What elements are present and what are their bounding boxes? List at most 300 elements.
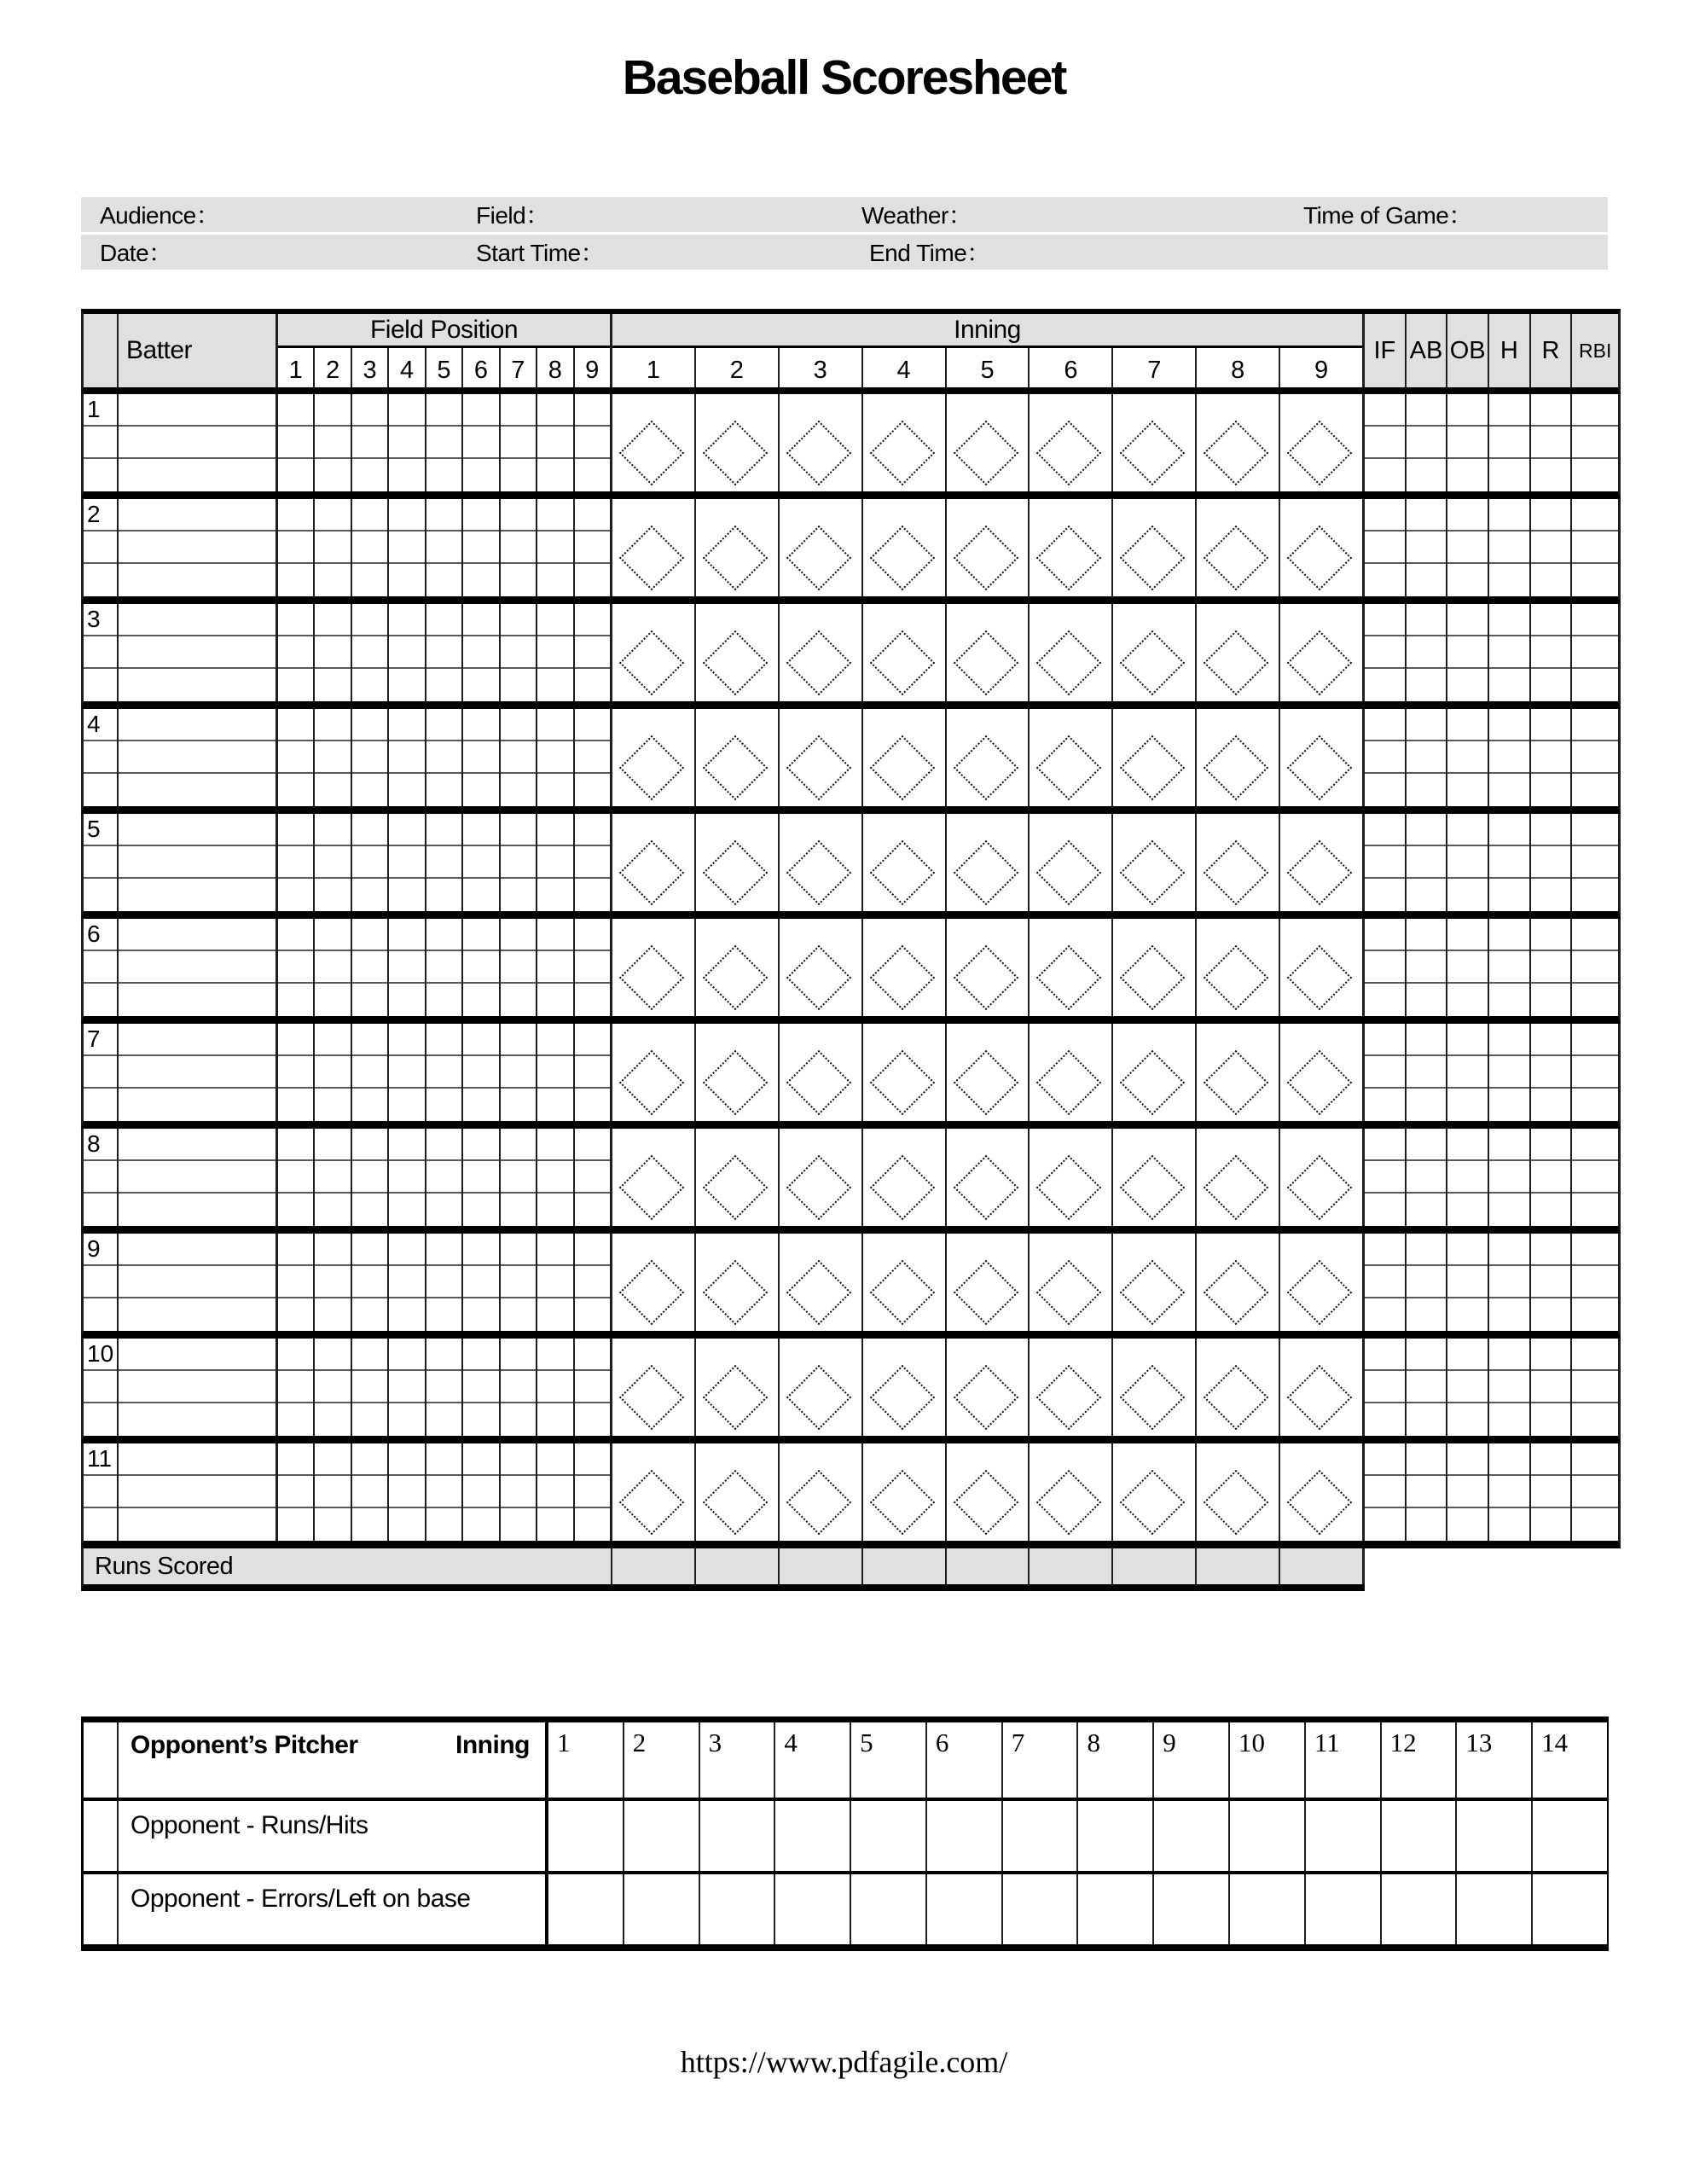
field-position-cell[interactable] [537,604,574,701]
opponent-stat-cell[interactable] [624,1801,700,1871]
inning-cell[interactable] [1030,1234,1113,1331]
field-position-cell[interactable] [501,394,537,491]
inning-cell[interactable] [947,919,1030,1016]
field-position-cell[interactable] [537,919,574,1016]
inning-cell[interactable] [612,604,696,701]
field-position-cell[interactable] [426,709,463,806]
stat-cell[interactable] [1447,1234,1489,1331]
opponent-stat-cell[interactable] [1533,1801,1607,1871]
stat-cell[interactable] [1407,499,1448,596]
stat-cell[interactable] [1489,1339,1531,1436]
stat-cell[interactable] [1531,1339,1573,1436]
field-position-cell[interactable] [463,1234,500,1331]
stat-cell[interactable] [1531,709,1573,806]
stat-cell[interactable] [1531,1234,1573,1331]
field-position-cell[interactable] [501,814,537,911]
inning-cell[interactable] [1197,394,1280,491]
inning-cell[interactable] [1280,1339,1362,1436]
inning-cell[interactable] [780,1234,863,1331]
stat-cell[interactable] [1365,394,1407,491]
inning-cell[interactable] [612,499,696,596]
field-position-cell[interactable] [575,1024,610,1121]
stat-cell[interactable] [1407,709,1448,806]
inning-cell[interactable] [780,604,863,701]
opponent-stat-cell[interactable] [1078,1874,1154,1944]
opponent-stat-cell[interactable] [1457,1874,1533,1944]
inning-cell[interactable] [1030,604,1113,701]
stat-cell[interactable] [1572,1339,1618,1436]
field-position-cell[interactable] [501,1024,537,1121]
field-position-cell[interactable] [537,499,574,596]
inning-cell[interactable] [696,1443,780,1541]
inning-cell[interactable] [947,814,1030,911]
field-position-cell[interactable] [278,1129,315,1226]
inning-cell[interactable] [863,814,947,911]
inning-cell[interactable] [947,1024,1030,1121]
runs-scored-cell[interactable] [947,1548,1030,1584]
inning-cell[interactable] [1197,814,1280,911]
inning-cell[interactable] [696,499,780,596]
stat-cell[interactable] [1365,1129,1407,1226]
field-position-cell[interactable] [463,604,500,701]
field-position-cell[interactable] [389,709,426,806]
inning-cell[interactable] [863,1234,947,1331]
stat-cell[interactable] [1531,604,1573,701]
inning-cell[interactable] [863,1443,947,1541]
field-position-cell[interactable] [315,1024,351,1121]
inning-cell[interactable] [780,1129,863,1226]
field-position-cell[interactable] [315,1129,351,1226]
field-position-cell[interactable] [389,394,426,491]
batter-name-cell[interactable] [119,1129,278,1226]
stat-cell[interactable] [1447,394,1489,491]
field-position-cell[interactable] [575,604,610,701]
field-position-cell[interactable] [501,919,537,1016]
opponent-stat-cell[interactable] [548,1801,624,1871]
inning-cell[interactable] [947,1443,1030,1541]
inning-cell[interactable] [1113,394,1197,491]
batter-name-cell[interactable] [119,604,278,701]
stat-cell[interactable] [1365,919,1407,1016]
inning-cell[interactable] [1030,919,1113,1016]
runs-scored-cell[interactable] [1280,1548,1365,1584]
stat-cell[interactable] [1531,1443,1573,1541]
inning-cell[interactable] [612,1339,696,1436]
opponent-stat-cell[interactable] [1382,1801,1458,1871]
stat-cell[interactable] [1572,814,1618,911]
field-position-cell[interactable] [352,499,389,596]
field-position-cell[interactable] [537,1024,574,1121]
stat-cell[interactable] [1489,814,1531,911]
inning-cell[interactable] [863,394,947,491]
field-position-cell[interactable] [315,394,351,491]
inning-cell[interactable] [612,394,696,491]
field-position-cell[interactable] [278,1234,315,1331]
inning-cell[interactable] [780,709,863,806]
runs-scored-cell[interactable] [1113,1548,1197,1584]
inning-cell[interactable] [863,499,947,596]
runs-scored-cell[interactable] [1197,1548,1280,1584]
opponent-stat-cell[interactable] [927,1874,1003,1944]
opponent-stat-cell[interactable] [1533,1874,1607,1944]
field-position-cell[interactable] [501,709,537,806]
field-position-cell[interactable] [537,1443,574,1541]
opponent-stat-cell[interactable] [1382,1874,1458,1944]
field-position-cell[interactable] [537,1339,574,1436]
inning-cell[interactable] [1113,814,1197,911]
inning-cell[interactable] [1280,814,1362,911]
inning-cell[interactable] [1280,1443,1362,1541]
inning-cell[interactable] [696,814,780,911]
inning-cell[interactable] [1113,1024,1197,1121]
stat-cell[interactable] [1447,814,1489,911]
inning-cell[interactable] [696,919,780,1016]
field-position-cell[interactable] [575,1129,610,1226]
field-position-cell[interactable] [463,814,500,911]
stat-cell[interactable] [1365,1339,1407,1436]
inning-cell[interactable] [1113,1234,1197,1331]
runs-scored-cell[interactable] [1030,1548,1113,1584]
stat-cell[interactable] [1447,1129,1489,1226]
field-position-cell[interactable] [463,1024,500,1121]
stat-cell[interactable] [1572,1443,1618,1541]
stat-cell[interactable] [1531,394,1573,491]
field-position-cell[interactable] [278,919,315,1016]
field-position-cell[interactable] [463,499,500,596]
inning-cell[interactable] [1197,1234,1280,1331]
inning-cell[interactable] [612,1234,696,1331]
field-position-cell[interactable] [278,709,315,806]
inning-cell[interactable] [1197,1339,1280,1436]
stat-cell[interactable] [1365,1024,1407,1121]
inning-cell[interactable] [1197,1024,1280,1121]
inning-cell[interactable] [1280,709,1362,806]
batter-name-cell[interactable] [119,1443,278,1541]
opponent-stat-cell[interactable] [1306,1874,1382,1944]
inning-cell[interactable] [1030,1339,1113,1436]
inning-cell[interactable] [612,814,696,911]
inning-cell[interactable] [1113,499,1197,596]
inning-cell[interactable] [1197,919,1280,1016]
stat-cell[interactable] [1572,709,1618,806]
stat-cell[interactable] [1365,499,1407,596]
inning-cell[interactable] [1030,814,1113,911]
stat-cell[interactable] [1489,1443,1531,1541]
opponent-stat-cell[interactable] [1457,1801,1533,1871]
inning-cell[interactable] [780,1339,863,1436]
inning-cell[interactable] [863,919,947,1016]
field-position-cell[interactable] [575,1234,610,1331]
inning-cell[interactable] [1030,709,1113,806]
field-position-cell[interactable] [426,919,463,1016]
field-position-cell[interactable] [352,709,389,806]
field-position-cell[interactable] [575,394,610,491]
field-position-cell[interactable] [389,1443,426,1541]
stat-cell[interactable] [1447,709,1489,806]
inning-cell[interactable] [612,1024,696,1121]
stat-cell[interactable] [1447,919,1489,1016]
inning-cell[interactable] [1030,1129,1113,1226]
field-position-cell[interactable] [389,604,426,701]
inning-cell[interactable] [780,919,863,1016]
inning-cell[interactable] [1113,1129,1197,1226]
inning-cell[interactable] [947,1339,1030,1436]
inning-cell[interactable] [947,394,1030,491]
field-position-cell[interactable] [463,709,500,806]
stat-cell[interactable] [1572,499,1618,596]
field-position-cell[interactable] [352,1129,389,1226]
stat-cell[interactable] [1407,394,1448,491]
inning-cell[interactable] [696,1339,780,1436]
field-position-cell[interactable] [352,1443,389,1541]
inning-cell[interactable] [1113,1443,1197,1541]
field-position-cell[interactable] [426,499,463,596]
opponent-stat-cell[interactable] [927,1801,1003,1871]
field-position-cell[interactable] [352,604,389,701]
field-position-cell[interactable] [315,814,351,911]
inning-cell[interactable] [1197,1443,1280,1541]
inning-cell[interactable] [1030,394,1113,491]
inning-cell[interactable] [1280,604,1362,701]
inning-cell[interactable] [696,1234,780,1331]
field-position-cell[interactable] [463,919,500,1016]
stat-cell[interactable] [1572,1234,1618,1331]
field-position-cell[interactable] [426,814,463,911]
field-position-cell[interactable] [537,1234,574,1331]
field-position-cell[interactable] [352,1339,389,1436]
field-position-cell[interactable] [389,499,426,596]
stat-cell[interactable] [1489,919,1531,1016]
field-position-cell[interactable] [575,499,610,596]
stat-cell[interactable] [1489,1234,1531,1331]
field-position-cell[interactable] [537,1129,574,1226]
field-position-cell[interactable] [315,709,351,806]
field-position-cell[interactable] [315,1234,351,1331]
field-position-cell[interactable] [426,604,463,701]
field-position-cell[interactable] [278,1443,315,1541]
opponent-stat-cell[interactable] [1306,1801,1382,1871]
field-position-cell[interactable] [278,604,315,701]
opponent-stat-cell[interactable] [548,1874,624,1944]
inning-cell[interactable] [1113,919,1197,1016]
field-position-cell[interactable] [501,499,537,596]
batter-name-cell[interactable] [119,1234,278,1331]
stat-cell[interactable] [1447,1339,1489,1436]
inning-cell[interactable] [1113,1339,1197,1436]
opponent-stat-cell[interactable] [775,1801,851,1871]
field-position-cell[interactable] [389,1339,426,1436]
opponent-stat-cell[interactable] [851,1874,927,1944]
stat-cell[interactable] [1572,394,1618,491]
stat-cell[interactable] [1407,1234,1448,1331]
field-position-cell[interactable] [352,1024,389,1121]
field-position-cell[interactable] [463,394,500,491]
inning-cell[interactable] [696,709,780,806]
opponent-stat-cell[interactable] [1154,1874,1230,1944]
stat-cell[interactable] [1572,1129,1618,1226]
field-position-cell[interactable] [315,604,351,701]
field-position-cell[interactable] [389,814,426,911]
inning-cell[interactable] [1030,1024,1113,1121]
stat-cell[interactable] [1489,604,1531,701]
inning-cell[interactable] [863,604,947,701]
field-position-cell[interactable] [352,919,389,1016]
inning-cell[interactable] [780,1443,863,1541]
opponent-stat-cell[interactable] [1154,1801,1230,1871]
stat-cell[interactable] [1489,1024,1531,1121]
inning-cell[interactable] [696,394,780,491]
field-position-cell[interactable] [426,394,463,491]
field-position-cell[interactable] [278,394,315,491]
stat-cell[interactable] [1365,1234,1407,1331]
field-position-cell[interactable] [575,1339,610,1436]
stat-cell[interactable] [1572,604,1618,701]
stat-cell[interactable] [1489,1129,1531,1226]
batter-name-cell[interactable] [119,394,278,491]
opponent-stat-cell[interactable] [1230,1874,1306,1944]
field-position-cell[interactable] [315,1339,351,1436]
inning-cell[interactable] [780,814,863,911]
stat-cell[interactable] [1407,1024,1448,1121]
inning-cell[interactable] [612,919,696,1016]
inning-cell[interactable] [1280,1234,1362,1331]
runs-scored-cell[interactable] [863,1548,947,1584]
inning-cell[interactable] [696,1129,780,1226]
runs-scored-cell[interactable] [780,1548,863,1584]
field-position-cell[interactable] [278,499,315,596]
field-position-cell[interactable] [575,814,610,911]
inning-cell[interactable] [1280,1129,1362,1226]
stat-cell[interactable] [1447,1443,1489,1541]
inning-cell[interactable] [1280,919,1362,1016]
field-position-cell[interactable] [575,919,610,1016]
field-position-cell[interactable] [278,1024,315,1121]
stat-cell[interactable] [1447,1024,1489,1121]
stat-cell[interactable] [1407,1129,1448,1226]
inning-cell[interactable] [863,1339,947,1436]
field-position-cell[interactable] [537,394,574,491]
inning-cell[interactable] [1113,709,1197,806]
opponent-stat-cell[interactable] [624,1874,700,1944]
inning-cell[interactable] [1280,394,1362,491]
inning-cell[interactable] [947,1234,1030,1331]
inning-cell[interactable] [1030,499,1113,596]
field-position-cell[interactable] [426,1234,463,1331]
field-position-cell[interactable] [315,499,351,596]
opponent-stat-cell[interactable] [851,1801,927,1871]
stat-cell[interactable] [1365,709,1407,806]
batter-name-cell[interactable] [119,814,278,911]
batter-name-cell[interactable] [119,709,278,806]
inning-cell[interactable] [947,604,1030,701]
inning-cell[interactable] [1197,499,1280,596]
stat-cell[interactable] [1531,1024,1573,1121]
stat-cell[interactable] [1531,499,1573,596]
inning-cell[interactable] [780,394,863,491]
inning-cell[interactable] [863,1129,947,1226]
inning-cell[interactable] [612,709,696,806]
inning-cell[interactable] [863,709,947,806]
field-position-cell[interactable] [389,1024,426,1121]
inning-cell[interactable] [947,709,1030,806]
field-position-cell[interactable] [389,1234,426,1331]
field-position-cell[interactable] [352,1234,389,1331]
field-position-cell[interactable] [501,1339,537,1436]
stat-cell[interactable] [1447,604,1489,701]
field-position-cell[interactable] [352,814,389,911]
inning-cell[interactable] [863,1024,947,1121]
stat-cell[interactable] [1489,499,1531,596]
field-position-cell[interactable] [501,1129,537,1226]
inning-cell[interactable] [1197,709,1280,806]
opponent-stat-cell[interactable] [700,1801,776,1871]
field-position-cell[interactable] [537,814,574,911]
field-position-cell[interactable] [537,709,574,806]
field-position-cell[interactable] [501,604,537,701]
inning-cell[interactable] [696,1024,780,1121]
field-position-cell[interactable] [463,1129,500,1226]
opponent-stat-cell[interactable] [1003,1801,1079,1871]
inning-cell[interactable] [612,1129,696,1226]
stat-cell[interactable] [1489,394,1531,491]
stat-cell[interactable] [1572,1024,1618,1121]
inning-cell[interactable] [947,499,1030,596]
opponent-stat-cell[interactable] [775,1874,851,1944]
opponent-stat-cell[interactable] [1003,1874,1079,1944]
runs-scored-cell[interactable] [696,1548,780,1584]
opponent-stat-cell[interactable] [1078,1801,1154,1871]
field-position-cell[interactable] [352,394,389,491]
inning-cell[interactable] [696,604,780,701]
stat-cell[interactable] [1407,1443,1448,1541]
batter-name-cell[interactable] [119,1339,278,1436]
field-position-cell[interactable] [575,709,610,806]
inning-cell[interactable] [1280,499,1362,596]
field-position-cell[interactable] [426,1129,463,1226]
stat-cell[interactable] [1365,604,1407,701]
batter-name-cell[interactable] [119,919,278,1016]
inning-cell[interactable] [780,499,863,596]
inning-cell[interactable] [612,1443,696,1541]
field-position-cell[interactable] [426,1339,463,1436]
field-position-cell[interactable] [501,1443,537,1541]
field-position-cell[interactable] [501,1234,537,1331]
batter-name-cell[interactable] [119,1024,278,1121]
inning-cell[interactable] [1280,1024,1362,1121]
field-position-cell[interactable] [463,1443,500,1541]
stat-cell[interactable] [1407,814,1448,911]
runs-scored-cell[interactable] [612,1548,696,1584]
footer-url[interactable]: https://www.pdfagile.com/ [680,2045,1008,2079]
field-position-cell[interactable] [389,1129,426,1226]
field-position-cell[interactable] [278,1339,315,1436]
inning-cell[interactable] [780,1024,863,1121]
stat-cell[interactable] [1531,1129,1573,1226]
stat-cell[interactable] [1489,709,1531,806]
inning-cell[interactable] [1197,1129,1280,1226]
stat-cell[interactable] [1365,814,1407,911]
field-position-cell[interactable] [315,1443,351,1541]
inning-cell[interactable] [1197,604,1280,701]
opponent-stat-cell[interactable] [1230,1801,1306,1871]
field-position-cell[interactable] [315,919,351,1016]
field-position-cell[interactable] [426,1024,463,1121]
stat-cell[interactable] [1407,1339,1448,1436]
batter-name-cell[interactable] [119,499,278,596]
inning-cell[interactable] [947,1129,1030,1226]
stat-cell[interactable] [1407,604,1448,701]
stat-cell[interactable] [1407,919,1448,1016]
